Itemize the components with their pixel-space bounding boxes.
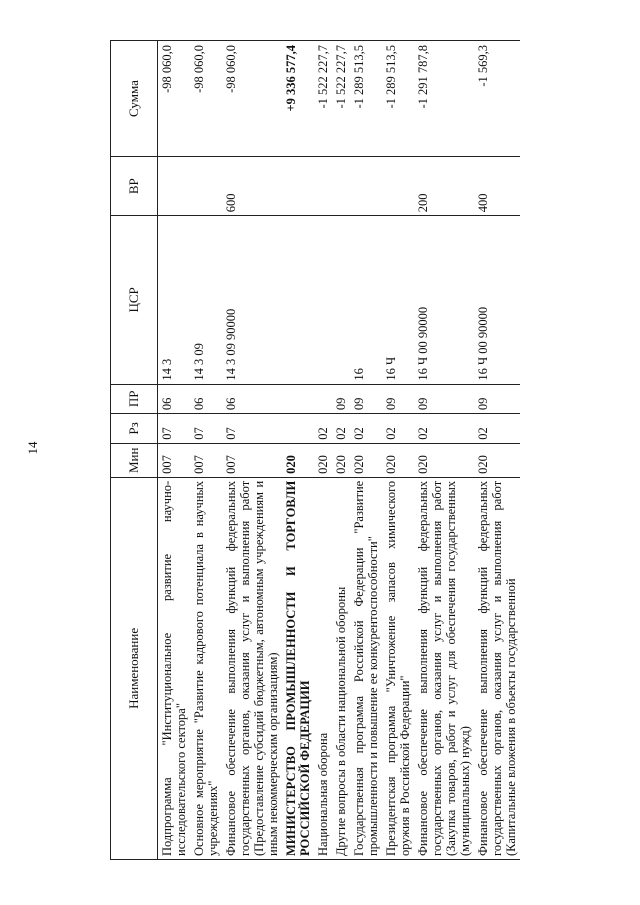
rz-cell: 07 — [158, 414, 191, 444]
sum-cell: -1 522 227,7 — [332, 41, 350, 157]
sum-cell: -1 569,3 — [474, 41, 520, 157]
vr-cell — [332, 157, 350, 216]
min-cell: 007 — [190, 443, 222, 477]
header-rz: Рз — [111, 414, 158, 444]
name-cell: Финансовое обеспечение выполнения функций федеральных государственных органов, оказания услуг и выполнения работ (Закупка товаров, работ и услуг для обеспечения государственных (муниципальных) нужд) — [414, 477, 474, 859]
csr-cell: 16 Ч 00 90000 — [414, 216, 474, 384]
min-cell: 020 — [474, 443, 520, 477]
vr-cell — [190, 157, 222, 216]
name-cell: Государственная программа Российской Федерации "Развитие промышленности и повышение ее конкурентоспособности" — [350, 477, 382, 859]
pr-cell: 06 — [158, 384, 191, 414]
table-row — [350, 41, 382, 860]
rz-cell: 02 — [414, 414, 474, 444]
pr-cell: 09 — [350, 384, 382, 414]
csr-cell — [332, 216, 350, 384]
sum-cell: -1 289 513,5 — [350, 41, 382, 157]
rz-cell: 07 — [222, 414, 282, 444]
budget-table-sheet — [110, 40, 615, 860]
min-cell: 020 — [382, 443, 414, 477]
vr-cell: 600 — [222, 157, 282, 216]
vr-cell — [282, 157, 314, 216]
csr-cell: 16 — [350, 216, 382, 384]
csr-cell: 14 3 09 — [190, 216, 222, 384]
rz-cell: 02 — [314, 414, 332, 444]
csr-cell: 14 3 09 90000 — [222, 216, 282, 384]
min-cell: 007 — [158, 443, 191, 477]
header-vr: ВР — [111, 157, 158, 216]
csr-cell: 16 Ч 00 90000 — [474, 216, 520, 384]
sum-cell: -1 291 787,8 — [414, 41, 474, 157]
pr-cell: 06 — [190, 384, 222, 414]
min-cell: 007 — [222, 443, 282, 477]
min-cell: 020 — [332, 443, 350, 477]
vr-cell — [314, 157, 332, 216]
name-cell: МИНИСТЕРСТВО ПРОМЫШЛЕННОСТИ И ТОРГОВЛИ РОССИЙСКОЙ ФЕДЕРАЦИИ — [282, 477, 314, 859]
sum-cell: -1 289 513,5 — [382, 41, 414, 157]
name-cell: Финансовое обеспечение выполнения функций федеральных государственных органов, оказания услуг и выполнения работ (Капитальные вложения в объекты государственной — [474, 477, 520, 859]
rz-cell — [282, 414, 314, 444]
vr-cell: 200 — [414, 157, 474, 216]
pr-cell: 09 — [474, 384, 520, 414]
sum-cell: -98 060,0 — [158, 41, 191, 157]
min-cell: 020 — [350, 443, 382, 477]
sum-cell: -1 522 227,7 — [314, 41, 332, 157]
sum-cell: +9 336 577,4 — [282, 41, 314, 157]
pr-cell: 09 — [382, 384, 414, 414]
table-row — [474, 41, 520, 860]
min-cell: 020 — [414, 443, 474, 477]
vr-cell — [350, 157, 382, 216]
table-row — [158, 41, 191, 860]
table-row — [314, 41, 332, 860]
header-csr: ЦСР — [111, 216, 158, 384]
name-cell: Президентская программа "Уничтожение запасов химического оружия в Российской Федерации" — [382, 477, 414, 859]
rz-cell: 02 — [474, 414, 520, 444]
table-row — [222, 41, 282, 860]
name-cell: Основное мероприятие "Развитие кадрового потенциала в научных учреждениях" — [190, 477, 222, 859]
pr-cell: 06 — [222, 384, 282, 414]
table-header-row — [111, 41, 158, 860]
table-row — [414, 41, 474, 860]
header-sum: Сумма — [111, 41, 158, 157]
rz-cell: 07 — [190, 414, 222, 444]
table-row — [190, 41, 222, 860]
name-cell: Другие вопросы в области национальной обороны — [332, 477, 350, 859]
csr-cell — [282, 216, 314, 384]
sum-cell: -98 060,0 — [190, 41, 222, 157]
pr-cell — [314, 384, 332, 414]
vr-cell: 400 — [474, 157, 520, 216]
min-cell: 020 — [314, 443, 332, 477]
page-number: 14 — [25, 441, 40, 455]
budget-table — [110, 40, 520, 860]
sum-cell: -98 060,0 — [222, 41, 282, 157]
csr-cell: 14 3 — [158, 216, 191, 384]
vr-cell — [382, 157, 414, 216]
table-row — [382, 41, 414, 860]
rz-cell: 02 — [382, 414, 414, 444]
table-row — [282, 41, 314, 860]
header-pr: ПР — [111, 384, 158, 414]
pr-cell: 09 — [414, 384, 474, 414]
min-cell: 020 — [282, 443, 314, 477]
csr-cell — [314, 216, 332, 384]
name-cell: Национальная оборона — [314, 477, 332, 859]
name-cell: Подпрограмма "Институциональное развитие научно-исследовательского сектора" — [158, 477, 191, 859]
pr-cell — [282, 384, 314, 414]
csr-cell: 16 Ч — [382, 216, 414, 384]
rz-cell: 02 — [350, 414, 382, 444]
header-min: Мин — [111, 443, 158, 477]
rz-cell: 02 — [332, 414, 350, 444]
vr-cell — [158, 157, 191, 216]
table-row — [332, 41, 350, 860]
name-cell: Финансовое обеспечение выполнения функций федеральных государственных органов, оказания услуг и выполнения работ (Предоставление субсидий бюджетным, автономным учреждениям и иным некоммерческим организациям) — [222, 477, 282, 859]
header-name: Наименование — [111, 477, 158, 859]
pr-cell: 09 — [332, 384, 350, 414]
